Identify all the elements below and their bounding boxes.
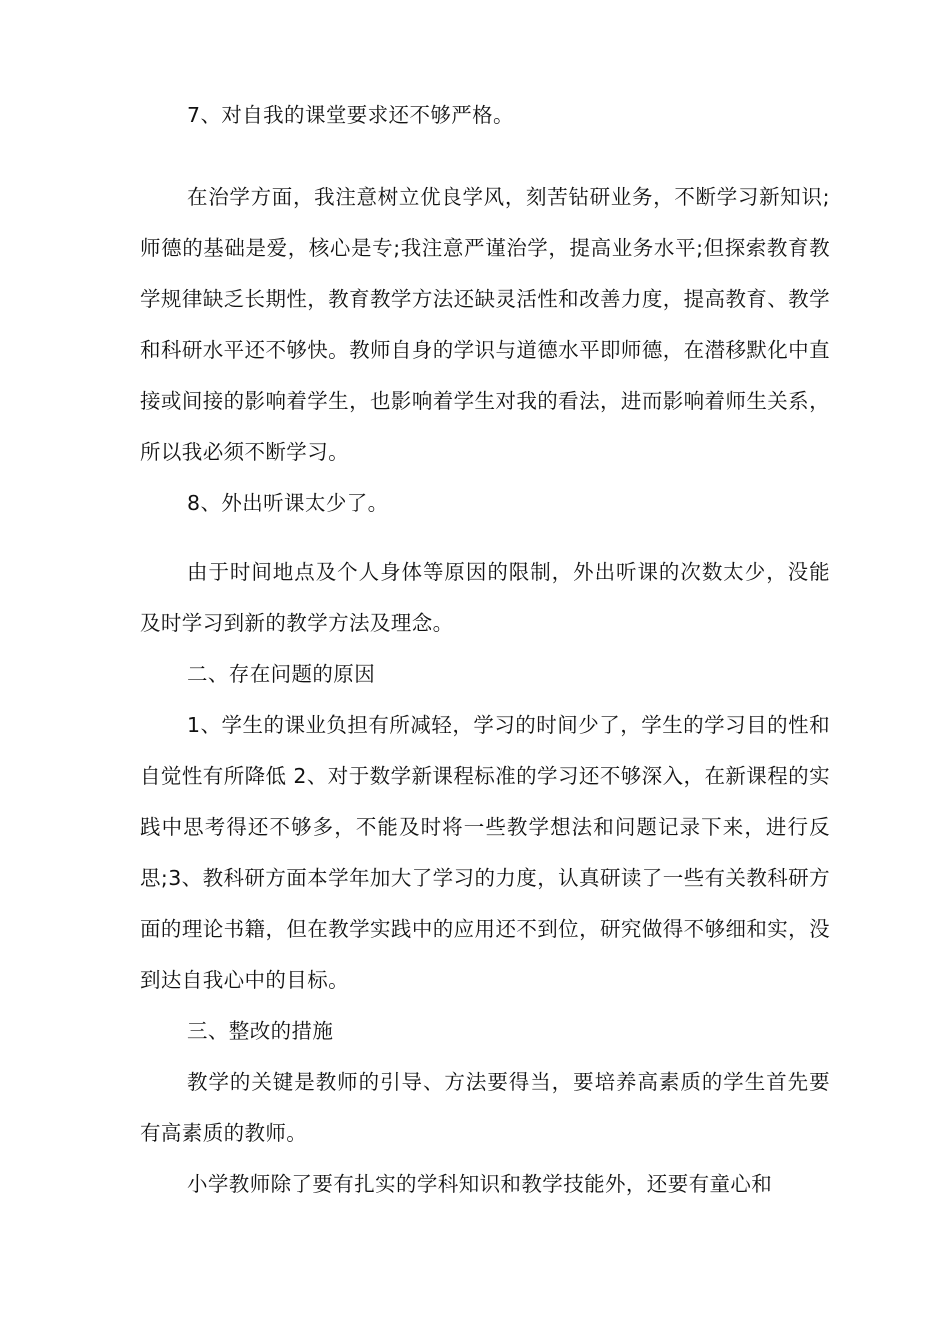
section-heading-causes: 二、存在问题的原因 [187,662,376,686]
paragraph-item-7-heading: 7、对自我的课堂要求还不够严格。 [187,103,514,127]
paragraph-teaching-study: 在治学方面，我注意树立优良学风，刻苦钻研业务，不断学习新知识;师德的基础是爱，核心是专;我注意严谨治学，提高业务水平;但探索教育教学规律缺乏长期性，教育教学方法还缺灵活性和改善力度，提高教育、教学和科研水平还不够快。教师自身的学识与道德水平即师德，在潜移默化中直接或间接的影响着学生，也影响着学生对我的看法，进而影响着师生关系，所以我必须不断学习。 [140,185,830,464]
paragraph-item-8-heading: 8、外出听课太少了。 [187,491,389,515]
paragraph-teacher-requirements: 小学教师除了要有扎实的学科知识和教学技能外，还要有童心和 [187,1172,773,1196]
section-heading-measures: 三、整改的措施 [187,1019,334,1043]
paragraph-measures-intro: 教学的关键是教师的引导、方法要得当，要培养高素质的学生首先要有高素质的教师。 [140,1070,830,1145]
paragraph-lecture-reason: 由于时间地点及个人身体等原因的限制，外出听课的次数太少，没能及时学习到新的教学方法及理念。 [140,560,830,635]
paragraph-causes-list: 1、学生的课业负担有所减轻，学习的时间少了，学生的学习目的性和自觉性有所降低 2、对于数学新课程标准的学习还不够深入，在新课程的实践中思考得还不够多，不能及时将一些教学想法和问题记录下来，进行反思;3、教科研方面本学年加大了学习的力度，认真研读了一些有关教科研方面的理论书籍，但在教学实践中的应用还不到位，研究做得不够细和实，没到达自我心中的目标。 [140,713,830,992]
